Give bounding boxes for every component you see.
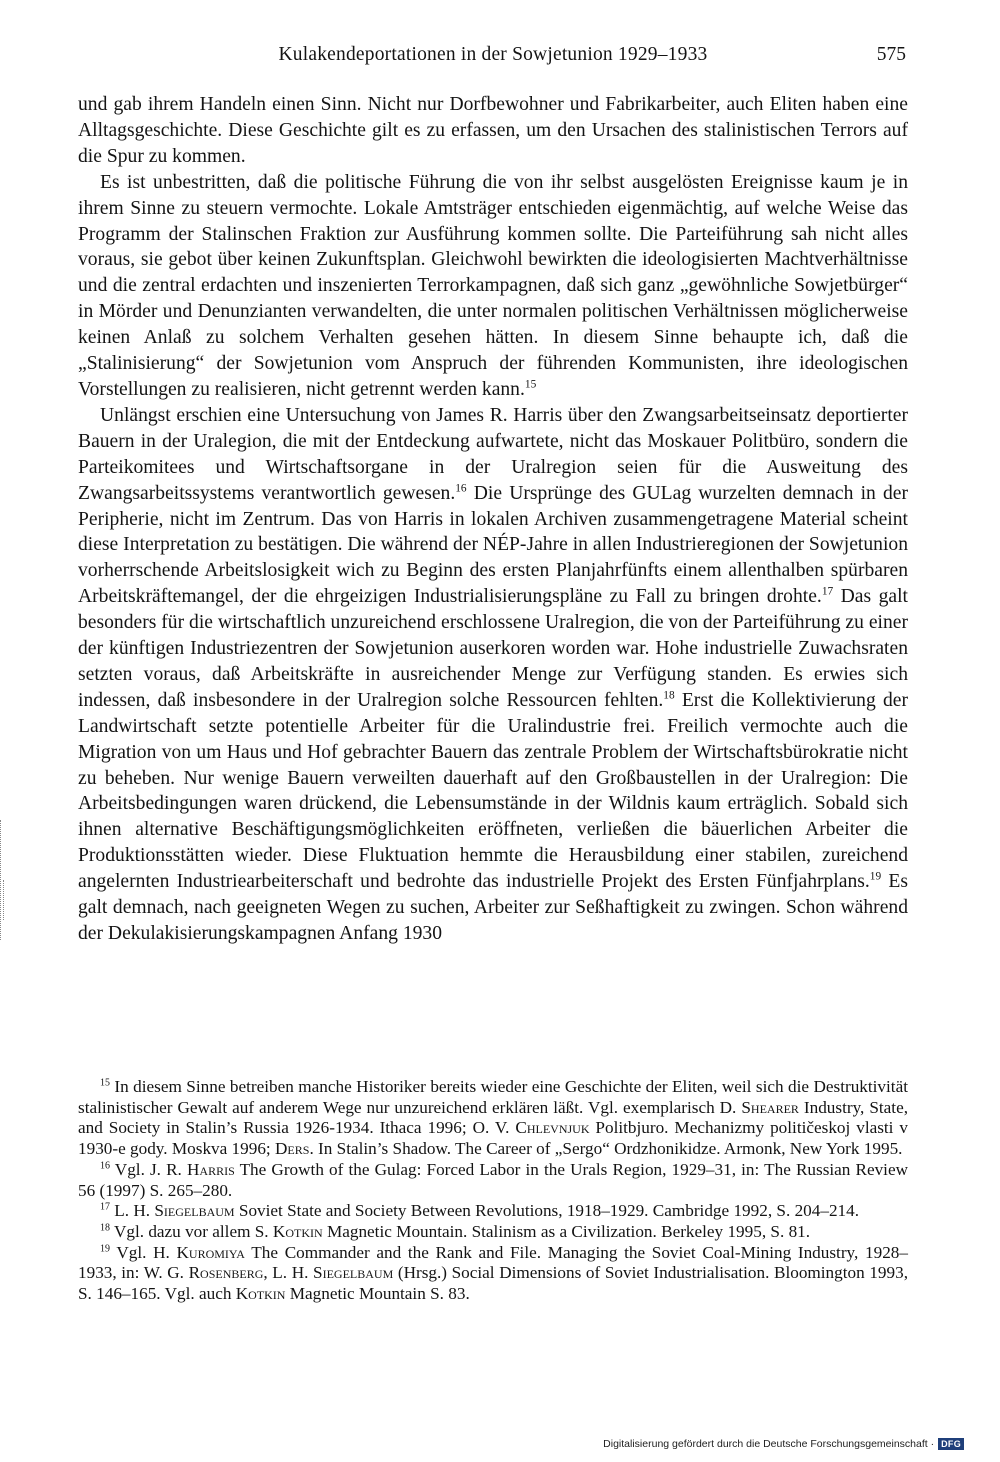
text-run: Unlängst erschien eine Untersuchung von James R. Harris über den Zwangsarbeitseinsatz deportierter Bauern in der Uralegion, die mit der Entdeckung aufwartete, nicht das Moskauer Politbüro, sondern die Parteikomitees und Wirtschaftsorgane in der Uralregion seien für die Ausweitung des Zwangsarbeitssystems verantwortlich gewesen. (78, 404, 908, 504)
footnote-marker: 15 (524, 378, 537, 391)
text-run: Vgl. dazu vor allem S. (109, 1221, 273, 1241)
text-run: und gab ihrem Handeln einen Sinn. Nicht nur Dorfbewohner und Fabrikarbeiter, auch Eliten haben eine Alltagsgeschichte. Diese Geschichte gilt es zu erfassen, um den Ursachen des stalinistischen Terrors auf die Spur zu kommen. (78, 94, 908, 167)
body-paragraph (78, 170, 908, 403)
footnote (78, 1243, 908, 1305)
running-title: Kulakendeportationen in der Sowjetunion 1929–1933 (278, 44, 708, 65)
footnotes (78, 1077, 908, 1305)
author-name: Kotkin (272, 1221, 323, 1241)
footnote-marker: 15 (100, 1077, 110, 1089)
footnote-marker: 17 (821, 585, 834, 598)
text-run: L. H. (109, 1201, 155, 1221)
text-run: Magnetic Mountain S. 83. (285, 1284, 470, 1304)
text-run: Das galt besonders für die wirtschaftlich unzureichend erschlossene Uralregion, die von der Parteiführung zu einer der künftigen Industriezentren der Sowjetunion auserkoren worden war. Hohe industrielle Zuwachsraten setzten voraus, daß Arbeitskräfte in ausreichender Menge zur Verfügung standen. Es erwies sich indessen, daß insbesondere in der Uralregion solche Ressourcen fehlten. (78, 586, 908, 711)
body-text (78, 92, 908, 947)
footnote-marker: 17 (100, 1201, 110, 1213)
footnote-marker: 19 (100, 1242, 110, 1254)
footnote (78, 1222, 908, 1243)
text-run: , L. H. (263, 1263, 314, 1283)
running-head (80, 44, 906, 74)
author-name: Kotkin (235, 1284, 286, 1304)
footnote-marker: 18 (100, 1222, 110, 1234)
text-run: Die Ursprünge des GULag wurzelten demnach in der Peripherie, nicht im Zentrum. Das von Harris in lokalen Archiven zusammengetragene Material scheint diese Interpretation zu bestätigen. Die während der NÉP-Jahre in allen Industrieregionen der Sowjetunion vorherrschende Arbeitslosigkeit wich zu Beginn des ersten Planjahrfünfts einem allenthalben spürbaren Arbeitskräftemangel, der die ehrgeizigen Industrialisierungspläne zu Fall zu bringen drohte. (78, 482, 908, 608)
text-run: . In Stalin’s Shadow. The Career of „Sergo“ Ordzhonikidze. Armonk, New York 1995. (309, 1139, 903, 1159)
text-run: Soviet State and Society Between Revolutions, 1918–1929. Cambridge 1992, S. 204–214. (234, 1201, 860, 1221)
text-run: The Growth of the Gulag: Forced Labor in the Urals Region, 1929–31, in: The Russian Review 56 (1997) S. 265–280. (78, 1159, 909, 1200)
body-paragraph (78, 403, 908, 947)
digitization-credit (603, 1438, 964, 1450)
author-name: Rosenberg (188, 1263, 264, 1283)
author-name: Shearer (741, 1097, 799, 1117)
author-name: Ders (275, 1139, 310, 1159)
author-name: Siegelbaum (313, 1263, 394, 1283)
text-run: Es galt demnach, nach geeigneten Wegen zu suchen, Arbeiter zur Seßhaftigkeit zu zwingen. Schon während der Dekulakisierungskampagnen Anfang 1930 (78, 871, 909, 944)
author-name: Kuromiya (176, 1242, 245, 1262)
footnote-marker: 18 (663, 689, 675, 702)
footnote (78, 1201, 908, 1222)
text-run: In diesem Sinne betreiben manche Historiker bereits wieder eine Geschichte der Eliten, weil sich die Destruktivität stalinistischer Gewalt auf anderem Wege nur unzureichend erklären läßt. Vgl. exemplarisch D. (78, 1077, 908, 1117)
text-run: Es ist unbestritten, daß die politische Führung die von ihr selbst ausgelösten Ereignisse kaum je in ihrem Sinne zu steuern vermochte. Lokale Amtsträger entschieden eigenmächtig, auf welche Weise das Programm der Stalinschen Fraktion zur Ausführung kommen sollte. Die Parteiführung sah nicht alles voraus, sie gebot über keinen Zukunftsplan. Gleichwohl bewirkten die ideologisierten Machtverhältnisse und die zentral erdachten und inszenierten Terrorkampagnen, daß sich ganz „gewöhnliche Sowjetbürger“ in Mörder und Denunzianten verwandelten, die unter normalen politischen Verhältnissen möglicherweise keinen Anlaß zu solchem Verhalten gesehen hätten. In diesem Sinne behaupte ich, daß die „Stalinisierung“ der Sowjetunion vom Anspruch der führenden Kommunisten, ihre ideologischen Vorstellungen zu realisieren, nicht getrennt werden kann. (78, 171, 908, 400)
scan-margin-mark (3, 880, 12, 920)
author-name: Chlevnjuk (515, 1118, 590, 1138)
text-run: Politbjuro. Mechanizmy političeskoj vlasti v 1930-e gody. Moskva 1996; (78, 1118, 908, 1159)
text-run: (Hrsg.) Social Dimensions of Soviet Industrialisation. Bloomington 1993, S. 146–165. Vgl. auch (78, 1263, 908, 1304)
page-number: 575 (876, 44, 906, 65)
footnote-marker: 19 (869, 870, 882, 883)
footnote-marker: 16 (100, 1160, 110, 1172)
footnote (78, 1160, 908, 1201)
text-run: Erst die Kollektivierung der Landwirtschaft setzte potentielle Arbeiter für die Uralindustrie frei. Freilich vermochte auch die Migration von um Haus und Hof gebrachter Bauern das zentrale Problem der Wirtschaftsbürokratie nicht zu beheben. Nur wenige Bauern verweilten dauerhaft auf den Großbaustellen in der Uralregion: Die Arbeitsbedingungen waren drückend, die Lebensumstände in der Wildnis kaum erträglich. Sobald sich ihnen alternative Beschäftigungsmöglichkeiten eröffneten, verließen die bäuerlichen Arbeiter die Produktionsstätten wieder. Diese Fluktuation hemmte die Herausbildung einer stabilen, zureichend angelernten Industriearbeiterschaft und bedrohte das industrielle Projekt des Ersten Fünfjahrplans. (78, 689, 908, 893)
text-run: Vgl. H. (109, 1242, 177, 1262)
dfg-logo: DFG (938, 1438, 964, 1450)
text-run: Vgl. J. R. (109, 1159, 187, 1179)
footnote (78, 1077, 908, 1160)
author-name: Harris (186, 1159, 235, 1179)
body-paragraph (78, 92, 908, 170)
footnote-marker: 16 (455, 482, 467, 495)
text-run: Magnetic Mountain. Stalinism as a Civilization. Berkeley 1995, S. 81. (322, 1221, 811, 1241)
text-run: Industry, State, and Society in Stalin’s Russia 1926-1934. Ithaca 1996; O. V. (78, 1097, 908, 1138)
author-name: Siegelbaum (154, 1201, 235, 1221)
digitization-credit-text: Digitalisierung gefördert durch die Deutsche Forschungsgemeinschaft · (603, 1438, 935, 1450)
text-run: The Commander and the Rank and File. Managing the Soviet Coal-Mining Industry, 1928–1933, in: W. G. (78, 1242, 908, 1283)
